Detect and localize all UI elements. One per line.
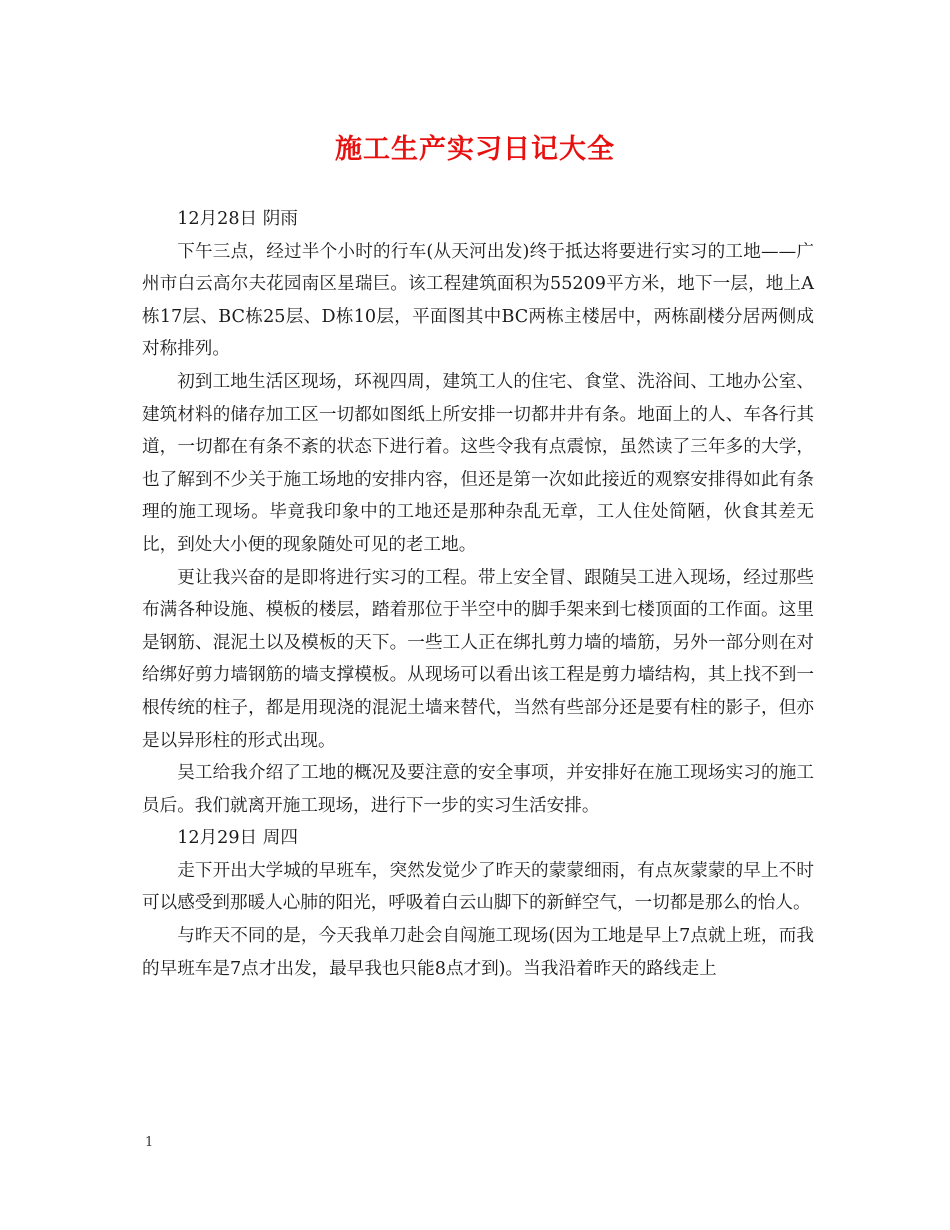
paragraph: 走下开出大学城的早班车，突然发觉少了昨天的蒙蒙细雨，有点灰蒙蒙的早上不时可以感受到那暖人心肺的阳光，呼吸着白云山脚下的新鲜空气，一切都是那么的怡人。 [142, 860, 814, 914]
diary-date-1: 12月28日 阴雨 [177, 209, 298, 229]
diary-date-2: 12月29日 周四 [177, 828, 298, 849]
document-body [142, 203, 814, 985]
paragraph: 下午三点，经过半个小时的行车(从天河出发)终于抵达将要进行实习的工地——广州市白云高尔夫花园南区星瑞巨。该工程建筑面积为55209平方米，地下一层，地上A栋17层、BC栋25层、D栋10层，平面图其中BC两栋主楼居中，两栋副楼分居两侧成对称排列。 [142, 241, 814, 360]
paragraph: 初到工地生活区现场，环视四周，建筑工人的住宅、食堂、洗浴间、工地办公室、建筑材料的储存加工区一切都如图纸上所安排一切都井井有条。地面上的人、车各行其道，一切都在有条不紊的状态下进行着。这些令我有点震惊，虽然读了三年多的大学，也了解到不少关于施工场地的安排内容，但还是第一次如此接近的观察安排得如此有条理的施工现场。毕竟我印象中的工地还是那种杂乱无章，工人住处简陋，伙食其差无比，到处大小便的现象随处可见的老工地。 [142, 371, 814, 555]
paragraph: 与昨天不同的是，今天我单刀赴会自闯施工现场(因为工地是早上7点就上班，而我的早班车是7点才出发，最早我也只能8点才到)。当我沿着昨天的路线走上 [142, 926, 814, 979]
paragraph: 更让我兴奋的是即将进行实习的工程。带上安全冒、跟随吴工进入现场，经过那些布满各种设施、模板的楼层，踏着那位于半空中的脚手架来到七楼顶面的工作面。这里是钢筋、混泥土以及模板的天下。一些工人正在绑扎剪力墙的墙筋，另外一部分则在对给绑好剪力墙钢筋的墙支撑模板。从现场可以看出该工程是剪力墙结构，其上找不到一根传统的柱子，都是用现浇的混泥土墙来替代，当然有些部分还是要有柱的影子，但亦是以异形柱的形式出现。 [142, 567, 814, 751]
document-title: 施工生产实习日记大全 [335, 134, 615, 165]
paragraph: 吴工给我介绍了工地的概况及要注意的安全事项，并安排好在施工现场实习的施工员后。我们就离开施工现场，进行下一步的实习生活安排。 [142, 763, 814, 816]
page-number: 1 [145, 1135, 154, 1150]
